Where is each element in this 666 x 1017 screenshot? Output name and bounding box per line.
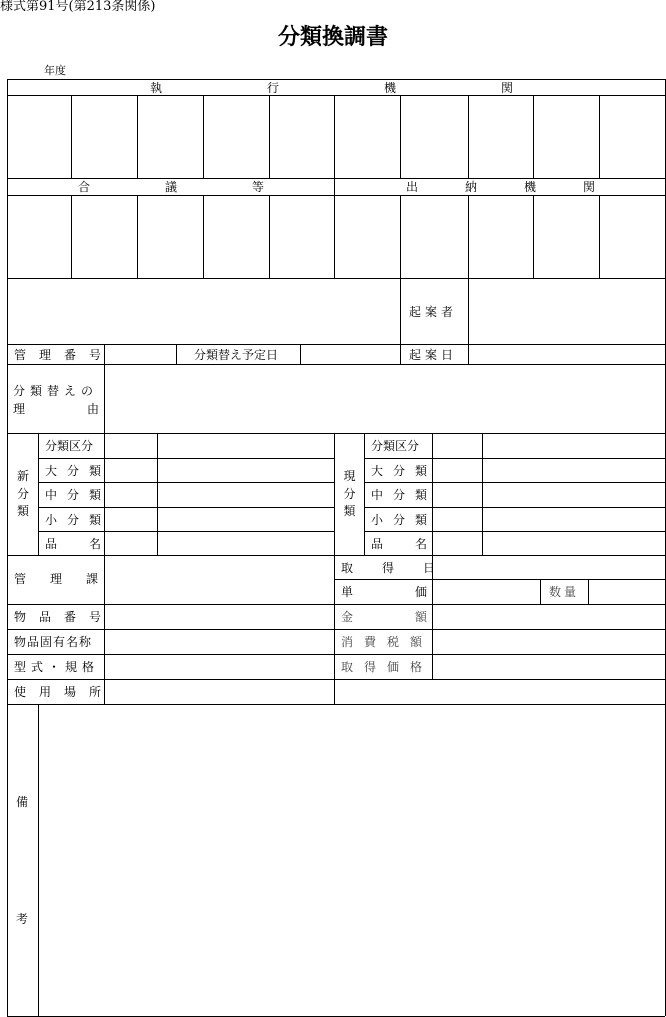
treasury-header-text: 出納機関: [406, 180, 643, 194]
reason-field[interactable]: [105, 365, 665, 433]
management-no-field[interactable]: [105, 345, 176, 364]
new-class-middle-text: 中分類: [45, 488, 112, 502]
form-number: 様式第91号(第213条関係): [0, 0, 156, 14]
council-treasury-stamp-area[interactable]: [8, 196, 665, 278]
acquisition-date-label-text: 取得日: [341, 560, 465, 575]
management-no-label: [14, 346, 114, 363]
tax-label: [341, 630, 433, 654]
amount-field[interactable]: [433, 605, 665, 629]
council-header-text: 合議等: [78, 180, 340, 194]
model-label-text: 型式・規格: [14, 660, 100, 674]
item-no-field[interactable]: [105, 605, 334, 629]
item-name-label: [14, 630, 92, 654]
new-class-label-text: 新分類: [17, 469, 30, 519]
new-class-fields[interactable]: [105, 434, 334, 555]
new-class-label: [8, 434, 38, 555]
execution-agency-stamp-area[interactable]: [8, 96, 665, 178]
quantity-label: [549, 580, 579, 604]
year-label: 年度: [44, 64, 66, 77]
current-class-middle-text: 中分類: [371, 488, 438, 502]
acquisition-date-field[interactable]: [433, 556, 665, 579]
reclass-date-field[interactable]: [301, 345, 400, 364]
current-class-fields[interactable]: [433, 434, 665, 555]
current-class-major: [371, 459, 437, 482]
unit-price-field[interactable]: [433, 580, 540, 604]
new-class-major: [45, 459, 111, 482]
unit-price-label-text: 単価: [341, 585, 490, 599]
drafter-field[interactable]: [469, 279, 665, 344]
reclass-date-label: 分類替え予定日: [194, 347, 279, 362]
new-class-middle: [45, 483, 111, 507]
council-header: [78, 179, 340, 195]
model-label: [14, 655, 99, 679]
remarks-label-1: 備: [16, 795, 29, 809]
new-class-item-name-text: 品名: [45, 536, 134, 551]
subject-field[interactable]: [8, 279, 400, 344]
management-no-label-text: 管理番号: [14, 347, 115, 362]
treasury-header: [406, 179, 643, 195]
execution-agency-header-text: 執行機関: [150, 80, 619, 95]
current-class-label: [335, 434, 364, 555]
new-class-division: 分類区分: [45, 439, 94, 453]
drafter-label-text: 起案者: [409, 305, 458, 319]
quantity-label-text: 数量: [549, 585, 580, 599]
current-class-minor: [371, 508, 437, 531]
current-class-major-text: 大分類: [371, 463, 438, 478]
acquisition-price-field[interactable]: [433, 655, 665, 679]
draft-date-label-text: 起案日: [409, 347, 458, 362]
current-class-division: 分類区分: [371, 439, 420, 453]
management-section-field[interactable]: [105, 556, 334, 604]
acquisition-price-label: [341, 655, 433, 679]
tax-label-text: 消費税額: [341, 635, 434, 649]
current-class-minor-text: 小分類: [371, 512, 438, 527]
reason-label-2-text: 理由: [13, 402, 162, 416]
reason-label-1-text: 分類替えの: [13, 384, 99, 398]
quantity-field[interactable]: [589, 580, 665, 604]
reason-label-1: [13, 384, 98, 398]
item-no-label-text: 物品番号: [14, 610, 115, 624]
location-field[interactable]: [105, 680, 334, 704]
execution-agency-header: [150, 80, 619, 95]
tax-field[interactable]: [433, 630, 665, 654]
current-class-label-text: 現分類: [343, 469, 356, 519]
draft-date-label: [409, 346, 457, 363]
acquisition-price-label-text: 取得価格: [341, 660, 434, 674]
location-label-text: 使用場所: [14, 685, 115, 699]
drafter-label: [409, 303, 457, 321]
form-title: 分類換調書: [277, 25, 388, 50]
draft-date-field[interactable]: [469, 345, 665, 364]
new-class-major-text: 大分類: [45, 463, 112, 478]
management-section-label-text: 管理課: [14, 572, 123, 586]
current-class-middle: [371, 483, 437, 507]
amount-label-text: 金額: [341, 610, 490, 624]
new-class-minor-text: 小分類: [45, 512, 112, 527]
item-name-field[interactable]: [105, 630, 334, 654]
remarks-label-2: 考: [16, 912, 29, 926]
item-no-label: [14, 605, 114, 629]
location-label: [14, 680, 114, 704]
current-class-item-name-text: 品名: [371, 536, 460, 551]
item-name-label-text: 物品固有名称: [14, 635, 93, 649]
remarks-field[interactable]: [39, 705, 665, 1016]
model-field[interactable]: [105, 655, 334, 679]
new-class-minor: [45, 508, 111, 531]
